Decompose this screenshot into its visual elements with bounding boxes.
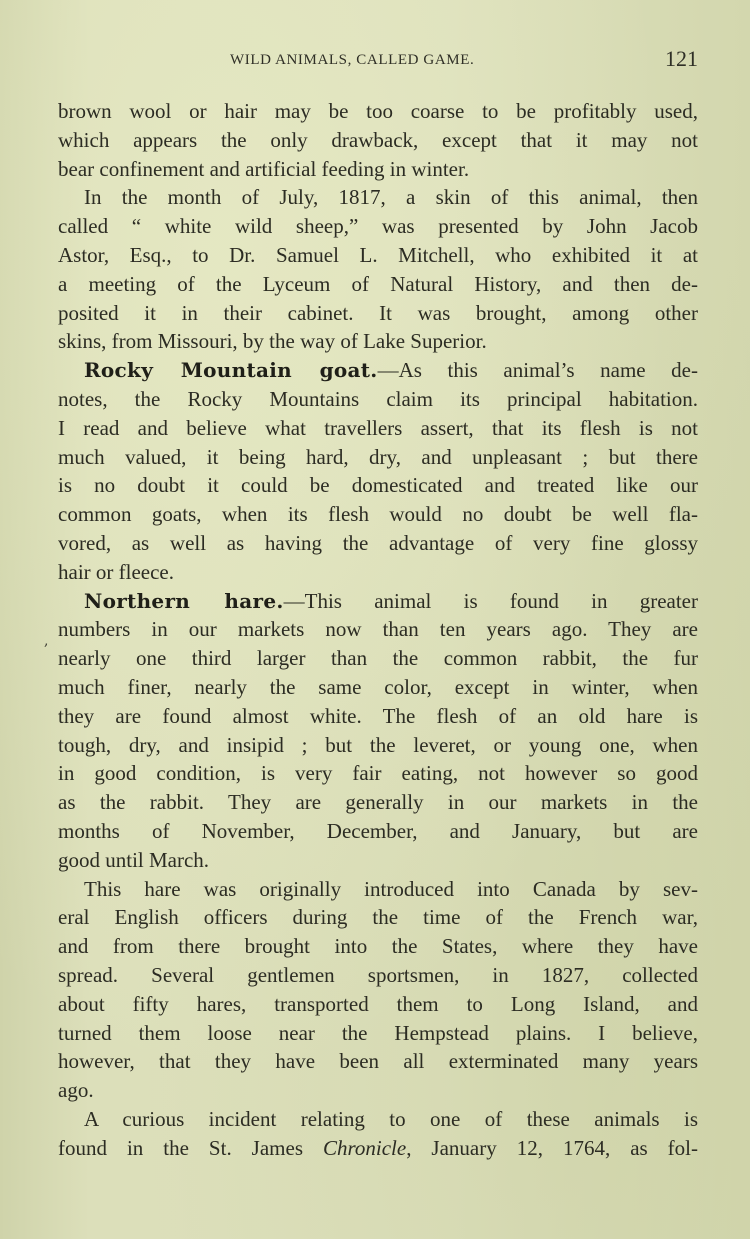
text-line: however, that they have been all exterminated many years [58,1049,698,1074]
heading-rocky-mountain-goat: Rocky Mountain goat. [84,358,378,383]
text-line: common goats, when its flesh would no doubt be well fla- [58,502,698,527]
text-line: is no doubt it could be domesticated and treated like our [58,473,698,498]
text-line: bear confinement and artificial feeding in winter. [58,156,470,181]
text-line: tough, dry, and insipid ; but the leveret, or young one, when [58,732,698,757]
running-head [58,44,698,74]
text-line: they are found almost white. The flesh of an old hare is [58,703,698,728]
text-line: I read and believe what travellers assert, that its flesh is not [58,415,698,440]
text-line: ago. [58,1078,94,1103]
text-line: skins, from Missouri, by the way of Lake Superior. [58,329,487,354]
heading-northern-hare: Northern hare. [84,588,284,613]
text-line: spread. Several gentlemen sportsmen, in 1827, collected [58,962,698,987]
text-fragment: , January 12, 1764, as fol- [406,1135,698,1160]
text-line: months of November, December, and January, but are [58,818,698,843]
text-line: A curious incident relating to one of these animals is [84,1106,698,1131]
text-line: eral English officers during the time of the French war, [58,905,698,930]
text-line: as the rabbit. They are generally in our markets in the [58,790,698,815]
text-line: numbers in our markets now than ten years ago. They are [58,617,698,642]
text-line: good until March. [58,847,210,872]
text-line: which appears the only drawback, except that it may not [58,127,698,152]
text-line: called “ white wild sheep,” was presented by John Jacob [58,214,698,239]
italic-title: Chronicle [322,1135,407,1160]
text-fragment: found in the St. James [58,1135,323,1160]
text-line: much valued, it being hard, dry, and unpleasant ; but there [58,444,698,469]
text-line: brown wool or hair may be too coarse to be profitably used, [58,99,698,123]
text-line: Astor, Esq., to Dr. Samuel L. Mitchell, who exhibited it at [58,242,698,267]
text-line: In the month of July, 1817, a skin of this animal, then [84,185,698,210]
text-line: notes, the Rocky Mountains claim its principal habitation. [58,386,698,411]
text-line: about fifty hares, transported them to Long Island, and [58,991,698,1016]
text-line: a meeting of the Lyceum of Natural History, and then de- [58,271,698,296]
text-line: vored, as well as having the advantage of very fine glossy [58,530,698,555]
text-line: posited it in their cabinet. It was brought, among other [58,300,698,325]
running-title: WILD ANIMALS, CALLED GAME. [230,52,475,68]
text-line: and from there brought into the States, where they have [58,934,698,959]
text-line-with-italic [58,1134,698,1163]
text-line: hair or fleece. [58,559,175,584]
margin-mark: , [44,633,49,649]
section-heading-line [58,587,698,616]
page-number: 121 [665,46,698,71]
text-fragment: —This animal is found in greater [283,588,698,613]
text-line: turned them loose near the Hempstead plains. I believe, [58,1020,698,1045]
text-line: nearly one third larger than the common rabbit, the fur [58,646,698,671]
text-line: This hare was originally introduced into Canada by sev- [84,876,698,901]
section-heading-line [58,356,698,385]
text-fragment: —As this animal’s name de- [377,358,698,383]
body-text [58,97,698,1162]
text-line: much finer, nearly the same color, except in winter, when [58,674,698,699]
text-line: in good condition, is very fair eating, not however so good [58,761,698,786]
